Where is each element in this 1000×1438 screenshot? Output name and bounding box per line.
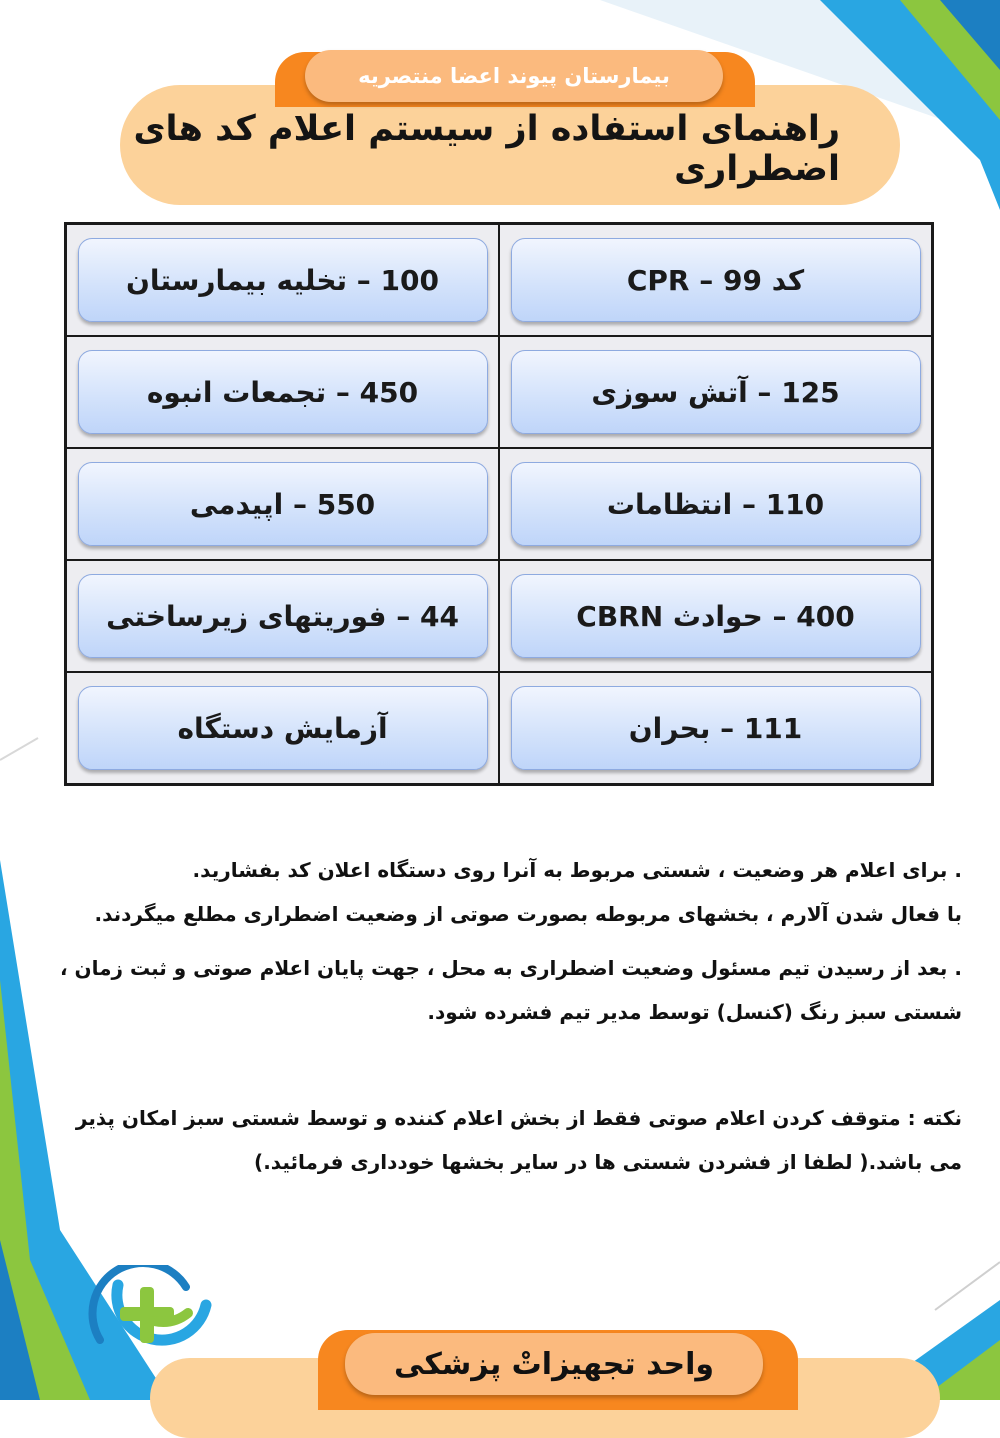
table-cell — [66, 672, 499, 784]
instruction-paragraph: . بعد از رسیدن تیم مسئول وضعیت اضطراری به محل ، جهت پایان اعلام صوتی و ثبت زمان ، شستی سبز رنگ (کنسل) توسط مدیر تیم فشرده شود. — [59, 956, 962, 1024]
code-button-security: 110 – انتظامات — [511, 462, 921, 546]
page-title: راهنمای استفاده از سیستم اعلام کد های اضطراری — [133, 109, 840, 189]
table-cell — [499, 560, 932, 672]
table-cell — [66, 448, 499, 560]
instruction-paragraph: . برای اعلام هر وضعیت ، شستی مربوط به آنرا روی دستگاه اعلان کد بفشارید. — [192, 858, 962, 882]
note-paragraph: نکته : متوقف کردن اعلام صوتی فقط از بخش اعلام کننده و توسط شستی سبز امکان پذیر می باشد.( لطفا از فشردن شستی ها در سایر بخشها خودداری فرمائید.) — [75, 1106, 962, 1174]
code-button-crisis: 111 – بحران — [511, 686, 921, 770]
instructions-section — [40, 848, 962, 1184]
code-button-cbrn: 400 – حوادث CBRN — [511, 574, 921, 658]
code-button-epidemic: 550 – اپیدمی — [78, 462, 488, 546]
table-cell — [499, 448, 932, 560]
hospital-name-label: بیمارستان پیوند اعضا منتصریه — [305, 50, 723, 102]
department-label: واحد تجهیزاتْ پزشکی — [345, 1333, 763, 1395]
code-button-evacuation: 100 – تخلیه بیمارستان — [78, 238, 488, 322]
table-cell — [66, 560, 499, 672]
table-cell — [66, 336, 499, 448]
table-cell — [66, 224, 499, 336]
table-cell — [499, 224, 932, 336]
code-button-device-test: آزمایش دستگاه — [78, 686, 488, 770]
instruction-paragraph: با فعال شدن آلارم ، بخشهای مربوطه بصورت صوتی از وضعیت اضطراری مطلع میگردند. — [94, 902, 962, 926]
table-cell — [499, 336, 932, 448]
code-button-infrastructure: 44 – فوریتهای زیرساختی — [78, 574, 488, 658]
emergency-code-table — [64, 222, 934, 786]
table-cell — [499, 672, 932, 784]
medical-cross-logo-icon — [78, 1265, 218, 1365]
code-button-cpr: کد 99 – CPR — [511, 238, 921, 322]
code-button-mass-gathering: 450 – تجمعات انبوه — [78, 350, 488, 434]
code-button-fire: 125 – آتش سوزی — [511, 350, 921, 434]
